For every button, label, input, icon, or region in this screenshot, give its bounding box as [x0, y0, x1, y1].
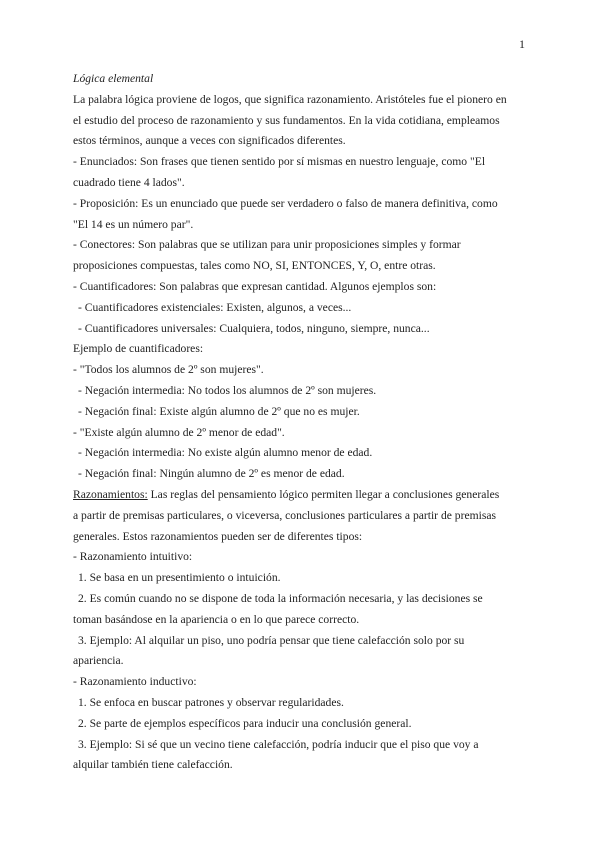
text-line-razonamientos	[73, 485, 533, 506]
text-line: 2. Se parte de ejemplos específicos para inducir una conclusión general.	[78, 716, 412, 730]
text-line: el estudio del proceso de razonamiento y sus fundamentos. En la vida cotidiana, empleamos	[73, 113, 500, 127]
text-line: - Cuantificadores universales: Cualquiera, todos, ninguno, siempre, nunca...	[78, 321, 430, 335]
text-line: La palabra lógica proviene de logos, que significa razonamiento. Aristóteles fue el pionero en	[73, 92, 507, 106]
text-line: - Razonamiento intuitivo:	[73, 550, 193, 564]
text-line: 3. Ejemplo: Al alquilar un piso, uno podría pensar que tiene calefacción solo por su	[78, 633, 465, 647]
page-number: 1	[519, 37, 525, 51]
text-line: cuadrado tiene 4 lados".	[73, 175, 185, 189]
text-line: apariencia.	[73, 654, 124, 668]
text-line: - Cuantificadores existenciales: Existen, algunos, a veces...	[78, 300, 352, 314]
text-line: proposiciones compuestas, tales como NO, SI, ENTONCES, Y, O, entre otras.	[73, 259, 436, 273]
text-line: alquilar también tiene calefacción.	[73, 758, 233, 772]
text-line: - "Existe algún alumno de 2º menor de edad".	[73, 425, 285, 439]
text-line: - Conectores: Son palabras que se utilizan para unir proposiciones simples y formar	[73, 238, 461, 252]
razonamientos-text: Las reglas del pensamiento lógico permiten llegar a conclusiones generales	[147, 487, 500, 501]
text-line: 1. Se enfoca en buscar patrones y observar regularidades.	[78, 695, 344, 709]
text-line: - Razonamiento inductivo:	[73, 675, 197, 689]
text-block-razonamientos	[73, 506, 533, 776]
section-title: Lógica elemental	[73, 72, 154, 85]
razonamientos-heading: Razonamientos:	[73, 487, 148, 501]
text-line: - Negación intermedia: No existe algún alumno menor de edad.	[78, 446, 373, 460]
text-block-intro	[73, 90, 533, 485]
text-line: generales. Estos razonamientos pueden ser de diferentes tipos:	[73, 529, 363, 543]
text-line: 2. Es común cuando no se dispone de toda la información necesaria, y las decisiones se	[78, 591, 483, 605]
text-line: - "Todos los alumnos de 2º son mujeres".	[73, 363, 264, 377]
text-line: - Negación final: Ningún alumno de 2º es menor de edad.	[78, 467, 345, 481]
text-line: - Negación intermedia: No todos los alumnos de 2º son mujeres.	[78, 383, 377, 397]
text-line: toman basándose en la apariencia o en lo que parece correcto.	[73, 612, 360, 626]
text-line: "El 14 es un número par".	[73, 217, 194, 231]
text-line: - Enunciados: Son frases que tienen sentido por sí mismas en nuestro lenguaje, como "El	[73, 155, 486, 169]
text-line: Ejemplo de cuantificadores:	[73, 342, 204, 356]
text-line: estos términos, aunque a veces con significados diferentes.	[73, 134, 346, 148]
text-line: a partir de premisas particulares, o viceversa, conclusiones particulares a partir de premisas	[73, 508, 496, 522]
text-line: - Proposición: Es un enunciado que puede ser verdadero o falso de manera definitiva, como	[73, 196, 498, 210]
text-line: 3. Ejemplo: Si sé que un vecino tiene calefacción, podría inducir que el piso que voy a	[78, 737, 479, 751]
text-line: - Negación final: Existe algún alumno de 2º que no es mujer.	[78, 404, 360, 418]
text-line: - Cuantificadores: Son palabras que expresan cantidad. Algunos ejemplos son:	[73, 279, 437, 293]
document-body	[73, 69, 533, 776]
text-line: 1. Se basa en un presentimiento o intuición.	[78, 571, 281, 585]
